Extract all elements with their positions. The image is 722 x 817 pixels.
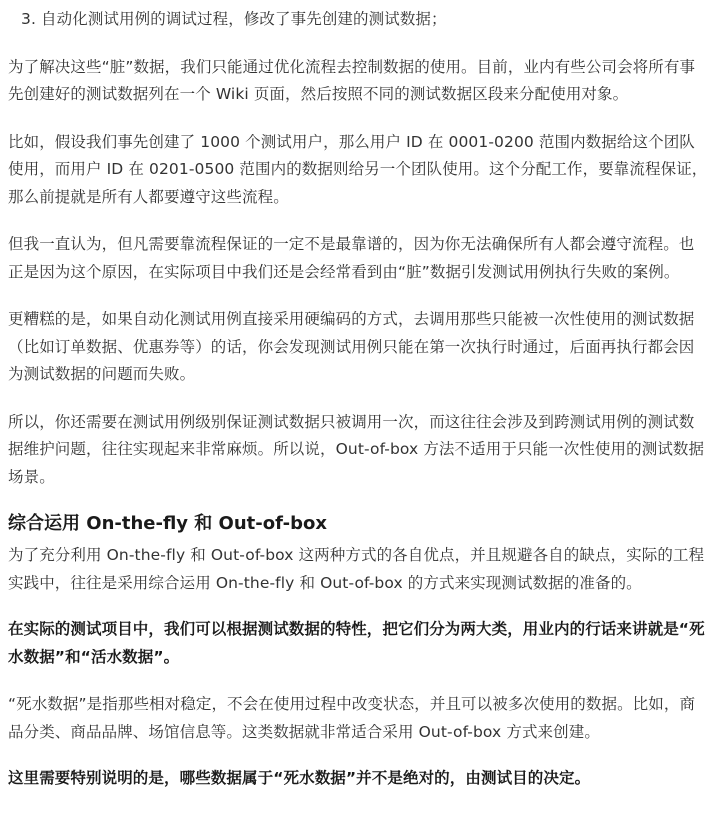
article-body [8, 0, 708, 793]
paragraph-dirty-data-process: 为了解决这些“脏”数据，我们只能通过优化流程去控制数据的使用。目前，业内有些公司会将所有事先创建好的测试数据列在一个 Wiki 页面，然后按照不同的测试数据区段来分配使用对象。 [8, 57, 696, 103]
paragraph-process-unreliable: 但我一直认为，但凡需要靠流程保证的一定不是最靠谱的，因为你无法确保所有人都会遵守流程。也正是因为这个原因，在实际项目中我们还是会经常看到由“脏”数据引发测试用例执行失败的案例。 [8, 235, 695, 281]
bold-statement-data-categories: 在实际的测试项目中，我们可以根据测试数据的特性，把它们分为两大类，用业内的行话来讲就是“死水数据”和“活水数据”。 [8, 620, 705, 666]
paragraph-user-id-example: 比如，假设我们事先创建了 1000 个测试用户，那么用户 ID 在 0001-0200 范围内数据给这个团队使用，而用户 ID 在 0201-0500 范围内的数据则给另一个团队使用。这个分配工作，要靠流程保证，那么前提就是所有人都要遵守这些流程。 [8, 132, 708, 206]
paragraph-hardcode-problem: 更糟糕的是，如果自动化测试用例直接采用硬编码的方式，去调用那些只能被一次性使用的测试数据（比如订单数据、优惠券等）的话，你会发现测试用例只能在第一次执行时通过，后面再执行都会因为测试数据的问题而失败。 [8, 310, 695, 383]
section-heading: 综合运用 On-the-fly 和 Out-of-box [8, 513, 327, 534]
paragraph-section-intro: 为了充分利用 On-the-fly 和 Out-of-box 这两种方式的各自优点，并且规避各自的缺点，实际的工程实践中，往往是采用综合运用 On-the-fly 和 Out-of-box 的方式来实现测试数据的准备的。 [8, 546, 705, 592]
paragraph-out-of-box-limit: 所以，你还需要在测试用例级别保证测试数据只被调用一次，而这往往会涉及到跨测试用例的测试数据维护问题，往往实现起来非常麻烦。所以说，Out-of-box 方法不适用于只能一次性使用的测试数据场景。 [8, 412, 705, 486]
paragraph-dead-water-data: “死水数据”是指那些相对稳定，不会在使用过程中改变状态，并且可以被多次使用的数据。比如，商品分类、商品品牌、场馆信息等。这类数据就非常适合采用 Out-of-box 方式来创建。 [8, 695, 696, 741]
list-item-3: 3. 自动化测试用例的调试过程，修改了事先创建的测试数据； [21, 10, 447, 28]
bold-statement-not-absolute: 这里需要特别说明的是，哪些数据属于“死水数据”并不是绝对的，由测试目的决定。 [8, 769, 591, 787]
